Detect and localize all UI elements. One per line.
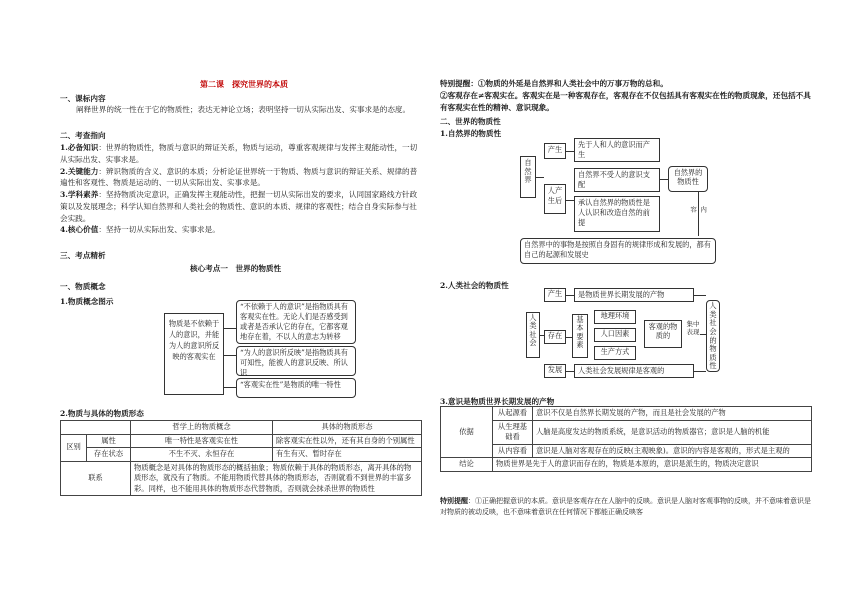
table-cell: 不生不灭、永恒存在 [131, 448, 273, 462]
society-b3: 生产方式 [594, 346, 636, 360]
table-cell: 存在状态 [87, 448, 131, 462]
key-point-title: 核心考点一 世界的物质性 [190, 264, 282, 273]
table-cell: 意识不仅是自然界长期发展的产物，而且是社会发展的产物 [533, 407, 812, 421]
society-produce: 产生 [544, 288, 566, 302]
tip-1-cont: ②客观存在≠客观实在。客观实在是一种客观存在，客观存在不仅包括具有客观实在性的物质现象，还包括不具有客观实在性的精神、意识现象。 [440, 91, 811, 112]
society-focus: 集中表现 [686, 320, 700, 337]
table-cell: 区别 [61, 434, 87, 461]
sub-heading-1: 一、物质概念 [60, 282, 106, 291]
nature-produce-box: 产生 [544, 143, 566, 159]
society-develop-text: 人类社会发展规律是客观的 [574, 364, 694, 378]
sub-heading-nature: 1.自然界的物质性 [440, 129, 502, 138]
society-objective: 客观的物质的 [644, 320, 682, 348]
table-cell: 联系 [61, 461, 131, 496]
sub-heading-1-1: 1.物质概念图示 [60, 297, 114, 306]
table-cell: 从内容看 [493, 444, 533, 458]
unique-property-box: “客观实在性”是物质的唯一特性 [236, 378, 356, 398]
table-cell: 意识是人脑对客观存在的反映(主观映象)。意识的内容是客观的，形式是主观的 [533, 444, 812, 458]
list-item: 2.关键能力：辨识物质的含义、意识的本质；分析论证世界统一于物质、物质与意识的辩证关系、规律的普遍性和客观性、物质是运动的、一切从实际出发、实事求是。 [60, 166, 418, 188]
section-heading-3: 三、考点精析 [60, 251, 106, 260]
table-cell: 依据 [441, 407, 493, 458]
section-heading-1: 一、课标内容 [60, 94, 106, 103]
society-result: 人类社会的物质性 [706, 300, 720, 372]
nature-after-box: 人产生后 [544, 184, 566, 214]
nature-c3: 承认自然界的物质性是人认识和改造自然的前提 [574, 196, 660, 232]
list-item: 4.核心价值：坚持一切从实际出发、实事求是。 [60, 225, 220, 235]
table-cell: 人脑是高度发达的物质系统，是意识活动的物质器官；意识是人脑的机能 [533, 420, 812, 444]
knowability-box: “为人的意识所反映”是指物质具有可知性，能被人的意识反映、所认识 [236, 346, 356, 376]
table-cell: 结论 [441, 458, 493, 472]
society-b2: 人口因素 [594, 328, 636, 342]
nature-bottom: 自然界中的事物是按照自身固有的规律形成和发展的，都有自己的起源和发展史 [520, 238, 716, 264]
society-side-box: 人类社会 [526, 312, 540, 358]
objective-reality-box: “不依赖于人的意识”是指物质具有客观实在性。无论人们是否感受到或者是否承认它的存在，它都客观地存在着，不以人的意志为转移 [236, 300, 356, 344]
tip-2: 特别提醒：①正确把握意识的本质。意识是客观存在在人脑中的反映。意识是人脑对客观事物的反映，并不意味着意识是对物质的被动反映，也不意味着意识在任何情况下都能正确反映客 [440, 496, 811, 516]
connector [224, 328, 236, 329]
section-text-1: 阐释世界的统一性在于它的物质性；表达无神论立场；表明坚持一切从实际出发、实事求是的态度。 [76, 105, 411, 114]
list-item: 3.学科素养：坚持物质决定意识，正确发挥主观能动性，把握一切从实际出发的要求，认同国家路线方针政策以及发展理念；科学认知自然界和人类社会的物质性、意识的本质、规律的客观性；结合自身实际参与社会实践。 [60, 190, 418, 223]
connector [224, 387, 236, 388]
matter-definition-box: 物质是不依赖于人的意识，并能为人的意识所反映的客观实在 [164, 313, 224, 395]
society-elements: 基本要素 [572, 314, 588, 358]
section-2-list [60, 142, 422, 236]
table-cell: 除客观实在性以外，还有其自身的个别属性 [273, 434, 422, 448]
consciousness-table [440, 406, 812, 472]
table-header: 具体的物质形态 [273, 421, 422, 435]
society-produce-text: 是物质世界长期发展的产物 [574, 288, 694, 302]
table-cell: 有生有灭、暂时存在 [273, 448, 422, 462]
connector [224, 355, 236, 356]
table-cell: 唯一特性是客观实在性 [131, 434, 273, 448]
lesson-title: 第二课 探究世界的本质 [200, 79, 288, 89]
table-cell: 属性 [87, 434, 131, 448]
nature-c2: 自然界不受人的意识支配 [574, 168, 660, 192]
table-header: 哲学上的物质概念 [131, 421, 273, 435]
tip-1: 特别提醒：①物质的外延是自然界和人类社会中的万事万物的总和。 [440, 79, 668, 88]
society-b1: 地理环境 [594, 310, 636, 324]
nature-side-box: 自然界 [520, 156, 536, 198]
society-develop: 发展 [544, 364, 566, 378]
section-heading: 二、世界的物质性 [440, 117, 501, 126]
society-exist: 存在 [544, 330, 566, 344]
section-heading-2: 二、考查指向 [60, 131, 106, 140]
sub-heading-2: 2.物质与具体的物质形态 [60, 409, 144, 418]
table-cell: 从生理基础看 [493, 420, 533, 444]
table-cell: 从起源看 [493, 407, 533, 421]
sub-heading-society: 2.人类社会的物质性 [440, 281, 509, 290]
list-item: 1.必备知识：世界的物质性，物质与意识的辩证关系，物质与运动，尊重客观规律与发挥主观能动性，一切从实际出发、实事求是。 [60, 143, 418, 164]
nature-c1: 先于人和人的意识而产生 [574, 138, 660, 162]
nature-result: 自然界的物质性 [668, 166, 708, 192]
nature-inner-label: 内容 [689, 206, 708, 213]
table-cell: 物质世界是先于人的意识而存在的，物质是本原的，意识是派生的，物质决定意识 [493, 458, 812, 472]
table-cell: 物质概念是对具体的物质形态的概括抽象；物质依赖于具体的物质形态，离开具体的物质形态，就没有了物质。不能用物质代替具体的物质形态，否则就看不到世界的丰富多彩。同样，也不能用具体的物质形态代替物质，否则就会抹杀世界的物质性 [131, 461, 422, 496]
matter-comparison-table [60, 420, 422, 496]
sub-heading-consciousness: 3.意识是物质世界长期发展的产物 [440, 397, 555, 406]
